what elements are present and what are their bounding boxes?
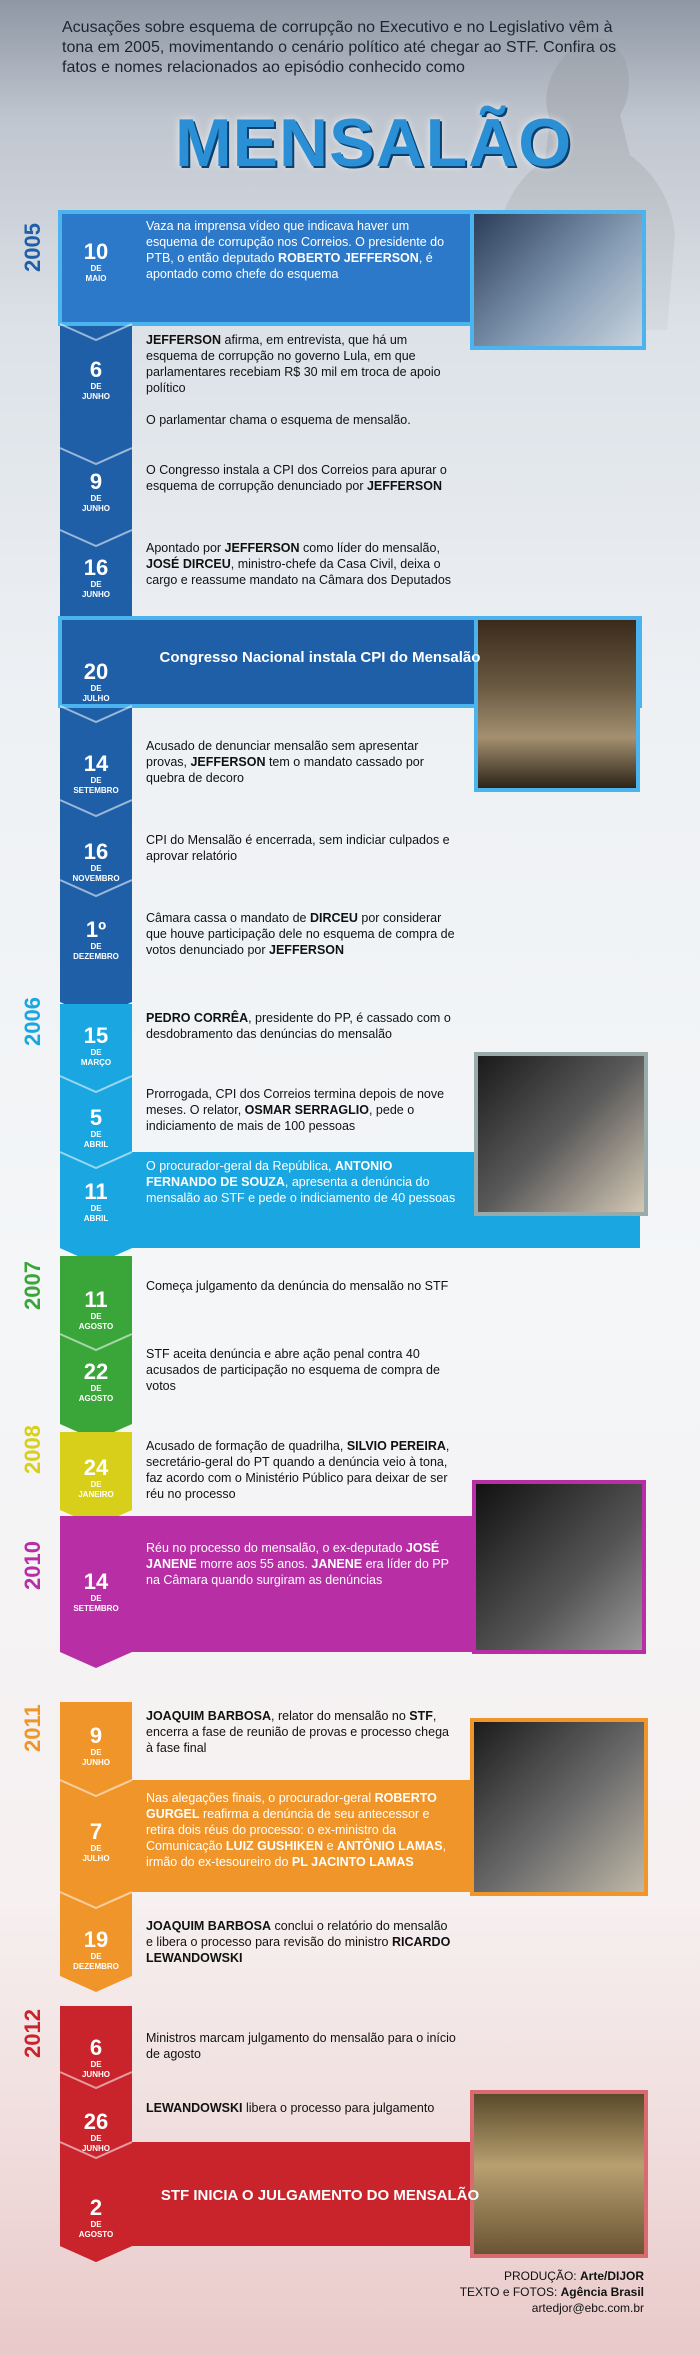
photo-jose-janene [472,1480,646,1654]
event-date [60,1570,132,1614]
event-day: 6 [89,357,103,382]
year-2008: 2008 [20,1425,45,1475]
event-day: 10 [83,239,109,264]
event-day: 2 [89,2195,103,2220]
event-text: Réu no processo do mensalão, o ex-deputado JOSÉ JANENE morre aos 55 anos. JANENE era líder do PP na Câmara quando surgiram as denúncias [146,1541,449,1587]
event-day: 1º [85,917,107,942]
event-date [60,1724,132,1768]
event-month: DE DEZEMBRO [73,942,119,961]
event-day: 19 [83,1927,109,1952]
event-text: LEWANDOWSKI libera o processo para julgamento [146,2101,435,2115]
event-text: Vaza na imprensa vídeo que indicava haver um esquema de corrupção nos Correios. O presidente do PTB, o então deputado ROBERTO JEFFERSON, é apontado como chefe do esquema [146,219,445,281]
event-day: 9 [89,469,103,494]
year-2012: 2012 [20,2009,45,2059]
event-date [60,2036,132,2080]
event-text: O procurador-geral da República, ANTONIO FERNANDO DE SOUZA, apresenta a denúncia do mensalão ao STF e pede o indiciamento de 40 pessoas [146,1159,456,1205]
event-month: DE JUNHO [81,494,110,513]
event-day: 16 [83,555,109,580]
event-date [60,240,132,284]
event-month: DE ABRIL [83,1204,109,1223]
event-date [60,1456,132,1500]
event-date [60,1180,132,1224]
event-text: JOAQUIM BARBOSA conclui o relatório do mensalão e libera o processo para revisão do ministro RICARDO LEWANDOWSKI [146,1919,451,1965]
event-text-extra: O parlamentar chama o esquema de mensalão. [146,413,411,427]
event-month: DE JUNHO [81,2060,110,2079]
event-month: DE AGOSTO [78,1312,114,1331]
event-text: Apontado por JEFFERSON como líder do mensalão, JOSÉ DIRCEU, ministro-chefe da Casa Civil, deixa o cargo e reassume mandato na Câmara dos Deputados [146,541,452,587]
event-day: 11 [84,1179,108,1204]
event-day: 14 [83,751,109,776]
event-month: DE MAIO [85,264,107,283]
event-text: PEDRO CORRÊA, presidente do PP, é cassado com o desdobramento das denúncias do mensalão [146,1011,451,1041]
event-month: DE JUNHO [81,1748,110,1767]
photo-roberto-jefferson [470,210,646,350]
credits: PRODUÇÃO: Arte/DIJOR TEXTO e FOTOS: Agência Brasil artedjor@ebc.com.br [459,2269,644,2315]
event-date [60,840,132,884]
event-month: DE SETEMBRO [73,776,119,795]
event-date [60,752,132,796]
year-2006: 2006 [20,997,45,1047]
photo-stf-plenary [470,2090,648,2258]
year-2007: 2007 [20,1261,45,1311]
photo-roberto-gurgel [470,1718,648,1896]
event-text: Começa julgamento da denúncia do mensalão no STF [146,1279,449,1293]
event-date [60,1360,132,1404]
photo-cpi-session [474,616,640,792]
event-date [60,1024,132,1068]
event-day: 20 [83,659,109,684]
year-2011: 2011 [20,1704,45,1752]
event-text: Nas alegações finais, o procurador-geral ROBERTO GURGEL reafirma a denúncia de seu antecessor e retira dois réus do processo: o ex-ministro da Comunicação LUIZ GUSHIKEN e ANTÔNIO LAMAS, irmão do ex-tesoureiro do PL JACINTO LAMAS [146,1791,447,1869]
event-month: DE AGOSTO [78,1384,114,1403]
event-text: Acusado de denunciar mensalão sem apresentar provas, JEFFERSON tem o mandato cassado por quebra de decoro [146,739,424,785]
event-headline: Congresso Nacional instala CPI do Mensalão [159,649,481,666]
event-date [60,2110,132,2154]
event-text: JEFFERSON afirma, em entrevista, que há um esquema de corrupção no governo Lula, em que parlamentares recebiam R$ 30 mil em troca de apoio político [146,333,441,395]
event-text: CPI do Mensalão é encerrada, sem indiciar culpados e aprovar relatório [146,833,450,863]
event-day: 9 [89,1723,103,1748]
event-text: Acusado de formação de quadrilha, SILVIO PEREIRA, secretário-geral do PT quando a denúncia veio à tona, faz acordo com o Ministério Público para deixar de ser réu no processo [146,1439,450,1501]
event-date [60,556,132,600]
event-day: 5 [89,1105,103,1130]
event-date [60,1288,132,1332]
timeline-2007-column [60,1256,132,1440]
event-date [60,918,132,962]
event-day: 16 [83,839,109,864]
event-date [60,1820,132,1864]
event-date [60,470,132,514]
event-month: DE JANEIRO [78,1480,114,1499]
event-date [60,1928,132,1972]
event-date [60,660,132,704]
event-month: DE ABRIL [83,1130,109,1149]
event-date [60,1106,132,1150]
event-text: O Congresso instala a CPI dos Correios para apurar o esquema de corrupção denunciado por JEFFERSON [146,463,447,493]
event-month: DE DEZEMBRO [73,1952,119,1971]
event-month: DE MARÇO [80,1048,112,1067]
event-headline: STF INICIA O JULGAMENTO DO MENSALÃO [160,2187,480,2204]
event-text: Ministros marcam julgamento do mensalão para o início de agosto [146,2031,456,2061]
photo-osmar-serraglio [474,1052,648,1216]
page-title: MENSALÃO [175,105,573,181]
year-2005: 2005 [20,223,45,273]
event-month: DE SETEMBRO [73,1594,119,1613]
event-month: DE JUNHO [81,2134,110,2153]
event-text: Câmara cassa o mandato de DIRCEU por considerar que houve participação dele no esquema de compra de votos denunciado por JEFFERSON [146,911,455,957]
intro-text: Acusações sobre esquema de corrupção no Executivo e no Legislativo vêm à tona em 2005, movimentando o cenário político até chegar ao STF. Confira os fatos e nomes relacionados ao episódio conhecido como [62,19,617,76]
event-day: 11 [84,1287,108,1312]
event-date [60,358,132,402]
event-text: STF aceita denúncia e abre ação penal contra 40 acusados de participação no esquema de compra de votos [146,1347,440,1393]
event-day: 24 [83,1455,109,1480]
event-date [60,2196,132,2240]
event-month: DE NOVEMBRO [72,864,120,883]
year-2010: 2010 [20,1541,45,1591]
event-day: 22 [83,1359,109,1384]
event-month: DE AGOSTO [78,2220,114,2239]
event-day: 26 [83,2109,109,2134]
event-text: Prorrogada, CPI dos Correios termina depois de nove meses. O relator, OSMAR SERRAGLIO, pede o indiciamento de mais de 100 pessoas [146,1087,445,1133]
event-month: DE JUNHO [81,382,110,401]
event-month: DE JUNHO [81,580,110,599]
event-day: 6 [89,2035,103,2060]
timeline-2005-column [60,212,132,1018]
event-month: DE JULHO [82,684,110,703]
event-month: DE JULHO [82,1844,110,1863]
event-day: 14 [83,1569,109,1594]
event-day: 7 [89,1819,103,1844]
event-day: 15 [83,1023,109,1048]
event-text: JOAQUIM BARBOSA, relator do mensalão no STF, encerra a fase de reunião de provas e processo chega à fase final [146,1709,449,1755]
